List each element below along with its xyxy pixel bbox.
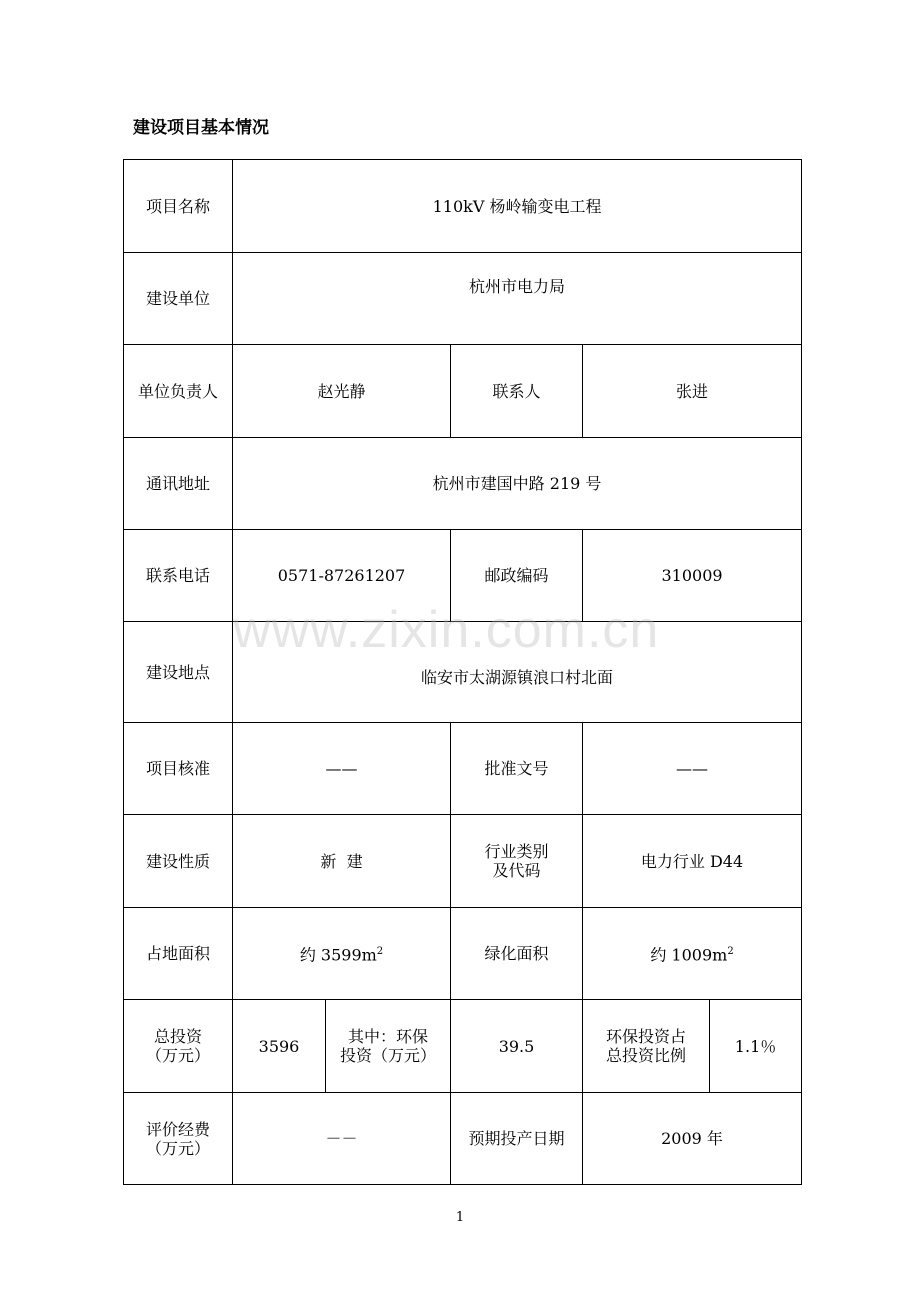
row-area	[124, 908, 802, 1000]
invest-label-line-1: 总投资	[153, 1027, 202, 1046]
date-value: 2009 年	[583, 1093, 802, 1185]
ratio-label	[583, 1000, 710, 1093]
row-builder	[124, 253, 802, 345]
row-approval	[124, 723, 802, 815]
area-unit-superscript: 2	[376, 946, 384, 958]
row-project-name	[124, 160, 802, 253]
section-title: 建设项目基本情况	[133, 118, 269, 138]
contact-value: 张进	[583, 345, 802, 438]
date-label: 预期投产日期	[451, 1093, 583, 1185]
row-fee	[124, 1093, 802, 1185]
row-location	[124, 622, 802, 723]
area-label: 占地面积	[124, 908, 233, 1000]
ratio-label-line-2: 总投资比例	[605, 1046, 686, 1065]
ratio-label-line-1: 环保投资占	[605, 1027, 686, 1046]
env-invest-value: 39.5	[451, 1000, 583, 1093]
fee-value: －－	[233, 1093, 451, 1185]
nature-value: 新 建	[233, 815, 451, 908]
project-info-table	[123, 159, 802, 1185]
green-value: 约 1009m	[650, 945, 728, 965]
industry-label	[451, 815, 583, 908]
project-name-label: 项目名称	[124, 160, 233, 253]
env-invest-label	[326, 1000, 451, 1093]
green-unit-superscript: 2	[727, 946, 734, 958]
row-investment	[124, 1000, 802, 1093]
phone-label: 联系电话	[124, 530, 233, 622]
row-leader	[124, 345, 802, 438]
location-value: 临安市太湖源镇浪口村北面	[233, 622, 802, 723]
builder-label: 建设单位	[124, 253, 233, 345]
approval-label: 项目核准	[124, 723, 233, 815]
address-value: 杭州市建国中路 219 号	[233, 438, 802, 530]
row-phone	[124, 530, 802, 622]
approval-doc-label: 批准文号	[451, 723, 583, 815]
invest-label-line-2: （万元）	[145, 1046, 210, 1065]
industry-label-line-2: 及代码	[492, 861, 541, 880]
address-label: 通讯地址	[124, 438, 233, 530]
approval-doc-value: ——	[583, 723, 802, 815]
contact-label: 联系人	[451, 345, 583, 438]
green-label: 绿化面积	[451, 908, 583, 1000]
invest-label	[124, 1000, 233, 1093]
page-number: 1	[455, 1210, 465, 1225]
green-cell	[583, 908, 802, 1000]
env-invest-label-line-2: 投资（万元）	[339, 1046, 436, 1065]
approval-value: ——	[233, 723, 451, 815]
row-address	[124, 438, 802, 530]
postcode-label: 邮政编码	[451, 530, 583, 622]
watermark: www.zixin.com.cn	[233, 601, 660, 659]
area-cell	[233, 908, 451, 1000]
fee-label-line-1: 评价经费	[145, 1119, 210, 1139]
phone-value: 0571-87261207	[233, 530, 451, 622]
env-invest-label-line-1: 其中：环保	[347, 1027, 428, 1046]
ratio-value: 1.1％	[710, 1000, 802, 1093]
area-value: 约 3599m	[299, 945, 377, 965]
industry-value: 电力行业 D44	[583, 815, 802, 908]
industry-label-line-1: 行业类别	[484, 842, 549, 861]
leader-value: 赵光静	[233, 345, 451, 438]
fee-label-line-2: （万元）	[145, 1138, 210, 1158]
builder-value: 杭州市电力局	[233, 253, 802, 345]
leader-label: 单位负责人	[124, 345, 233, 438]
row-nature	[124, 815, 802, 908]
location-label: 建设地点	[124, 622, 233, 723]
project-name-value: 110kV 杨岭输变电工程	[233, 160, 802, 253]
invest-value: 3596	[233, 1000, 326, 1093]
fee-label	[124, 1093, 233, 1185]
postcode-value: 310009	[583, 530, 802, 622]
nature-label: 建设性质	[124, 815, 233, 908]
